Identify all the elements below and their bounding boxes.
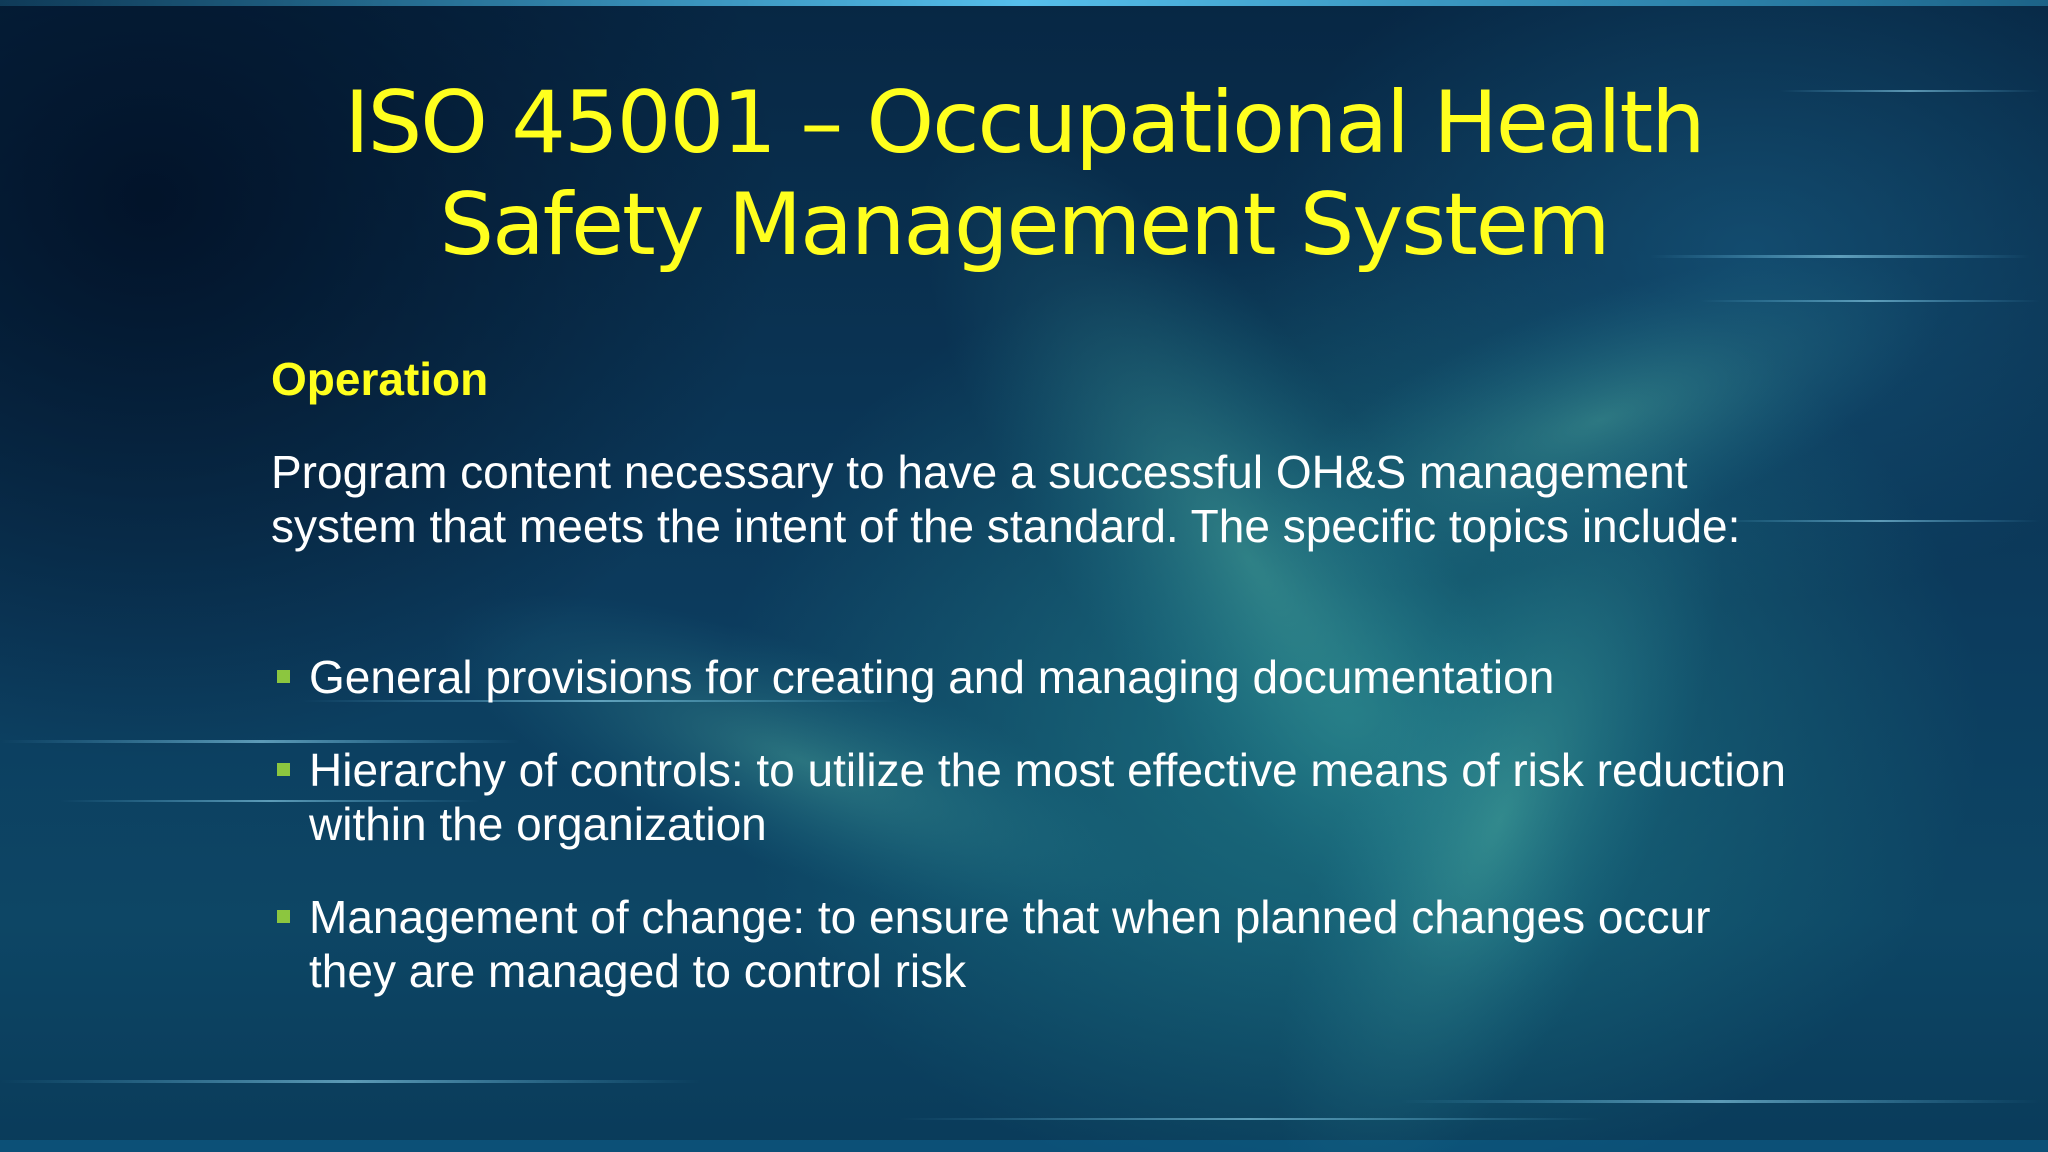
bullet-item-documentation xyxy=(271,650,1791,704)
bullet-text: General provisions for creating and managing documentation xyxy=(309,651,1555,703)
bullet-text: Hierarchy of controls: to utilize the most effective means of risk reduction within the organization xyxy=(309,744,1786,850)
square-bullet-icon xyxy=(277,763,290,776)
slide-title-line-2: Safety Management System xyxy=(439,175,1609,275)
intro-paragraph: Program content necessary to have a successful OH&S management system that meets the intent of the standard. The specific topics include: xyxy=(271,446,1741,552)
slide-title-line-1: ISO 45001 – Occupational Health xyxy=(344,73,1704,173)
bullet-item-management-of-change xyxy=(271,890,1791,998)
square-bullet-icon xyxy=(277,910,290,923)
bullet-list xyxy=(271,650,1791,1037)
bullet-item-hierarchy-of-controls xyxy=(271,743,1791,851)
section-heading: Operation xyxy=(271,353,489,405)
square-bullet-icon xyxy=(277,670,290,683)
slide-title xyxy=(200,72,1848,276)
bullet-text: Management of change: to ensure that when planned changes occur they are managed to control risk xyxy=(309,891,1711,997)
